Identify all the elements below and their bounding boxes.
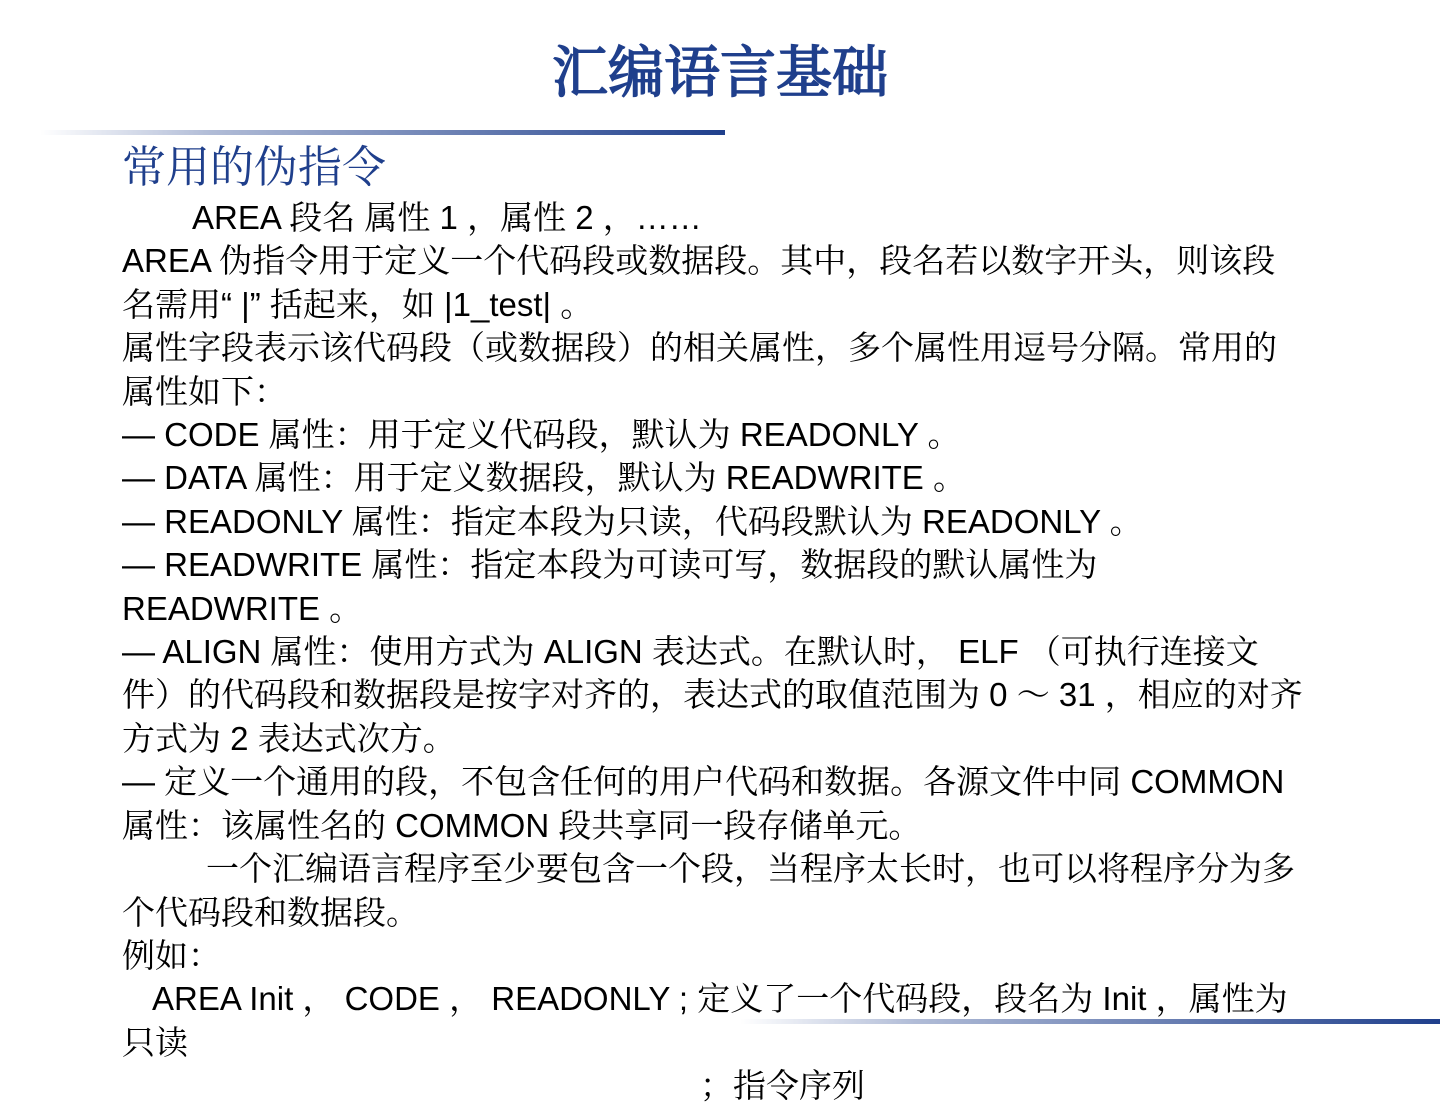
example-label: 例如： (122, 936, 221, 974)
attribute-readwrite-line-cont: READWRITE 。 (122, 589, 363, 627)
attribute-align-line-cont: 件）的代码段和数据段是按字对齐的，表达式的取值范围为 0 ～ 31 ，相应的对齐 (122, 676, 1303, 714)
body-line: 属性字段表示该代码段（或数据段）的相关属性，多个属性用逗号分隔。常用的 (122, 329, 1277, 367)
slide-title: 汇编语言基础 (552, 41, 888, 106)
attribute-common-line: — 定义一个通用的段，不包含任何的用户代码和数据。各源文件中同 COMMON (122, 763, 1285, 801)
example-code-line: AREA Init ， CODE ， READONLY ; 定义了一个代码段，段名为 Init ，属性为 (152, 980, 1288, 1018)
area-syntax-line: AREA 段名 属性 1 ，属性 2 ，…… (192, 199, 702, 236)
body-line: 名需用“ |” 括起来，如 |1_test| 。 (122, 285, 594, 323)
title-underline-rule (40, 130, 725, 135)
bottom-decorative-rule (740, 1019, 1440, 1024)
body-line: AREA 伪指令用于定义一个代码段或数据段。其中，段名若以数字开头，则该段 (122, 242, 1276, 280)
section-heading: 常用的伪指令 (122, 142, 386, 193)
example-code-line-cont: 只读 (122, 1023, 188, 1061)
body-line: 属性如下： (122, 372, 287, 410)
attribute-readonly-line: — READONLY 属性：指定本段为只读，代码段默认为 READONLY 。 (122, 502, 1143, 540)
slide-body (122, 140, 1412, 1108)
attribute-code-line: — CODE 属性：用于定义代码段，默认为 READONLY 。 (122, 416, 961, 454)
attribute-readwrite-line: — READWRITE 属性：指定本段为可读可写，数据段的默认属性为 (122, 546, 1098, 584)
attribute-align-line: — ALIGN 属性：使用方式为 ALIGN 表达式。在默认时， ELF （可执行连接文 (122, 633, 1259, 671)
attribute-common-line-cont: 属性：该属性名的 COMMON 段共享同一段存储单元。 (122, 806, 922, 844)
body-line: 一个汇编语言程序至少要包含一个段，当程序太长时，也可以将程序分为多 (206, 850, 1295, 888)
body-line: 个代码段和数据段。 (122, 893, 419, 931)
example-comment-line: ；指令序列 (700, 1067, 865, 1105)
attribute-data-line: — DATA 属性：用于定义数据段，默认为 READWRITE 。 (122, 459, 966, 497)
attribute-align-line-cont: 方式为 2 表达式次方。 (122, 719, 456, 757)
